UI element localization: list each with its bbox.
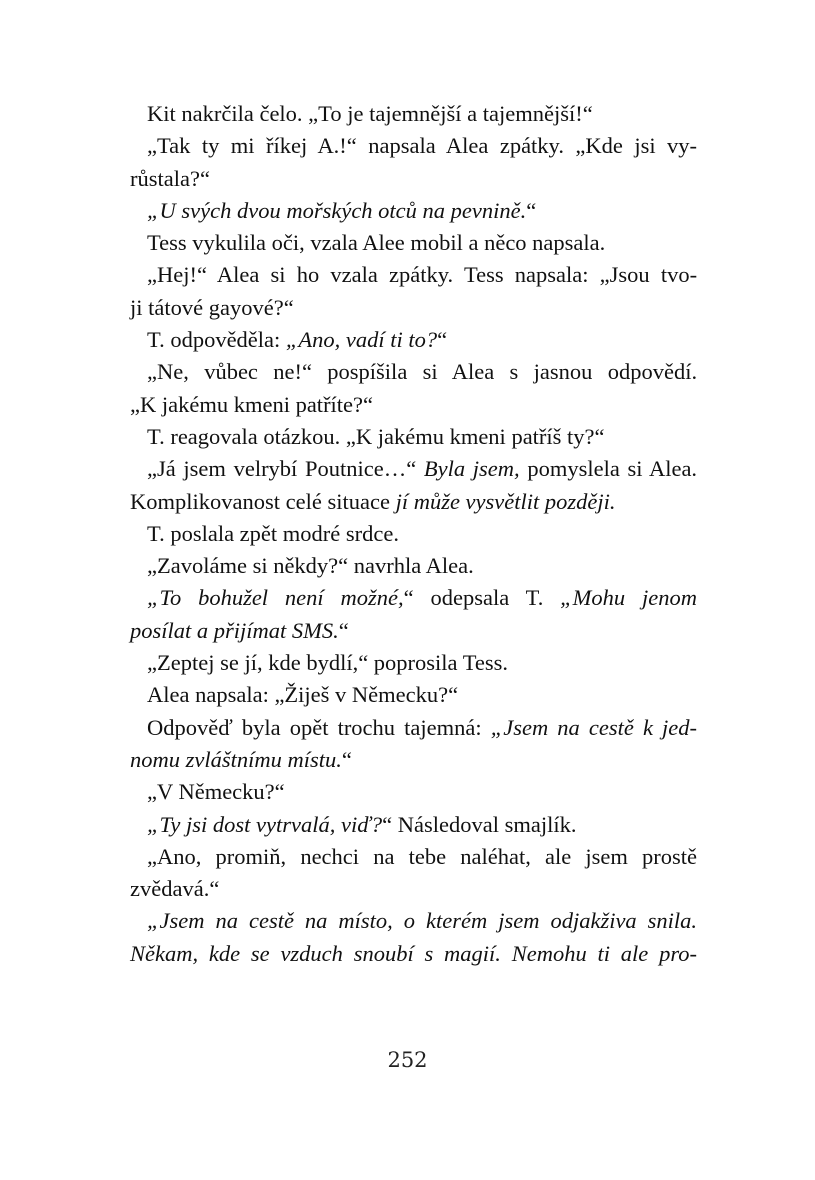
text-line — [130, 259, 697, 291]
text-span: „V Německu?“ — [147, 779, 285, 805]
text-span: ji tátové gayové?“ — [130, 294, 294, 320]
text-span: “ odepsala T. — [403, 585, 544, 611]
text-line — [130, 550, 697, 582]
italic-text: „Ty jsi dost vytrvalá, viď? — [147, 811, 383, 837]
text-span: Tess vykulila oči, vzala Alee mobil a něco napsala. — [147, 230, 606, 256]
text-span: „Tak ty mi říkej A.!“ napsala Alea zpátky. „Kde jsi vy- — [147, 133, 698, 159]
italic-text: „Jsem na cestě na místo, o kterém jsem odjakživa snila. — [147, 908, 698, 934]
text-span: „Zavoláme si někdy?“ navrhla Alea. — [147, 553, 474, 579]
text-span: “ Následoval smajlík. — [382, 811, 577, 837]
text-line — [130, 421, 697, 453]
text-span: “ — [341, 746, 352, 772]
italic-text: nomu zvláštnímu místu. — [130, 746, 342, 772]
text-line — [130, 776, 697, 808]
page-number: 252 — [387, 1048, 428, 1072]
text-line — [130, 163, 697, 195]
text-span: „K jakému kmeni patříte?“ — [130, 391, 374, 417]
text-span: T. reagovala otázkou. „K jakému kmeni patříš ty?“ — [147, 423, 605, 449]
text-span: „Hej!“ Alea si ho vzala zpátky. Tess napsala: „Jsou tvo- — [147, 262, 698, 288]
text-line — [130, 356, 697, 388]
text-line — [130, 518, 697, 550]
text-span: “ — [437, 327, 448, 353]
body-text — [130, 98, 697, 970]
text-line — [130, 744, 697, 776]
text-span: “ — [338, 617, 349, 643]
text-line — [130, 582, 697, 614]
text-span: „Já jsem velrybí Poutnice…“ — [147, 456, 417, 482]
text-span: „Ano, promiň, nechci na tebe naléhat, ale jsem prostě — [147, 843, 698, 869]
italic-text: Někam, kde se vzduch snoubí s magií. Nemohu ti ale pro- — [130, 940, 697, 966]
text-span: zvědavá.“ — [130, 876, 220, 902]
text-span: Komplikovanost celé situace — [130, 488, 396, 514]
text-line — [130, 679, 697, 711]
text-line — [130, 712, 697, 744]
text-line — [130, 453, 697, 485]
text-line — [130, 227, 697, 259]
text-span: “ — [526, 197, 537, 223]
text-line — [130, 486, 697, 518]
text-span: Kit nakrčila čelo. „To je tajemnější a tajemnější!“ — [147, 101, 593, 126]
text-span: „Ne, vůbec ne!“ pospíšila si Alea s jasnou odpovědí. — [147, 359, 698, 385]
italic-text: „Ano, vadí ti to? — [285, 327, 438, 353]
italic-text: jí může vysvětlit později. — [395, 488, 616, 514]
italic-text: „Jsem na cestě k jed- — [490, 714, 698, 740]
text-span: růstala?“ — [130, 165, 210, 191]
text-span: Alea napsala: „Žiješ v Německu?“ — [147, 682, 459, 708]
text-line — [130, 389, 697, 421]
text-span: Odpověď byla opět trochu tajemná: — [147, 714, 482, 740]
text-line — [130, 873, 697, 905]
italic-text: „To bohužel není možné, — [147, 585, 404, 611]
text-span: T. odpověděla: — [147, 327, 286, 353]
text-span: „Zeptej se jí, kde bydlí,“ poprosila Tess. — [147, 650, 509, 676]
text-line — [130, 130, 697, 162]
text-span: pomyslela si Alea. — [527, 456, 698, 482]
text-line — [130, 809, 697, 841]
text-line — [130, 98, 697, 130]
italic-text: „Mohu jenom — [560, 585, 698, 611]
text-line — [130, 841, 697, 873]
text-span: T. poslala zpět modré srdce. — [147, 520, 399, 546]
text-line — [130, 292, 697, 324]
italic-text: Byla jsem, — [423, 456, 520, 482]
text-line — [130, 324, 697, 356]
text-line — [130, 195, 697, 227]
italic-text: „U svých dvou mořských otců na pevnině. — [147, 197, 527, 223]
text-line — [130, 615, 697, 647]
italic-text: posílat a přijímat SMS. — [130, 617, 339, 643]
text-line — [130, 647, 697, 679]
text-line — [130, 938, 697, 970]
text-line — [130, 905, 697, 937]
